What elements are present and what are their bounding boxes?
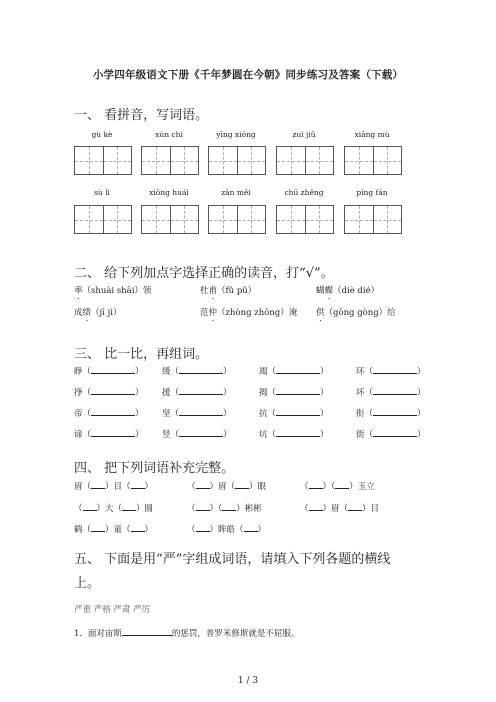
- compare-character: 挣: [74, 388, 83, 398]
- writing-box[interactable]: [276, 205, 334, 234]
- writing-cell[interactable]: [75, 206, 104, 233]
- idiom-text: ）目（: [105, 482, 131, 492]
- idiom-text: ）眉（: [209, 482, 236, 492]
- dotted-character: 绩: [82, 308, 92, 318]
- compare-character: 竖: [162, 430, 171, 440]
- writing-cell[interactable]: [209, 206, 238, 233]
- pinyin-label: xún chì: [155, 130, 183, 139]
- idiom-text: 眉（: [74, 482, 92, 492]
- reading-options[interactable]: （gōng gòng）给: [324, 308, 396, 318]
- compare-item: 坏（ ）: [356, 388, 426, 398]
- pronunciation-item[interactable]: [316, 306, 396, 323]
- writing-box[interactable]: [344, 146, 402, 175]
- compare-item: 揭（ ）: [259, 388, 329, 398]
- idiom-text: （: [187, 525, 196, 535]
- dotted-character: 供: [316, 308, 325, 318]
- answer-blank[interactable]: [91, 428, 135, 437]
- compare-item: 环（ ）: [356, 367, 426, 377]
- writing-cell[interactable]: [345, 147, 374, 174]
- idiom-text: （: [300, 482, 309, 492]
- idiom-blank[interactable]: [222, 502, 236, 511]
- idiom-item: [300, 502, 379, 514]
- idiom-item: [187, 523, 266, 535]
- idiom-blank[interactable]: [235, 480, 249, 489]
- compare-item: 坚（ ）: [162, 409, 232, 419]
- answer-blank[interactable]: [179, 428, 223, 437]
- idiom-text: ）: [257, 525, 267, 535]
- pinyin-label: píng fán: [356, 188, 388, 197]
- writing-box[interactable]: [74, 146, 132, 175]
- writing-cell[interactable]: [238, 206, 266, 233]
- answer-blank[interactable]: [373, 365, 417, 374]
- answer-blank[interactable]: [373, 386, 417, 395]
- section-1-heading: 一、 看拼音，写词语。: [74, 108, 209, 123]
- idiom-text: ）童（: [105, 525, 131, 535]
- compare-item: 坑（ ）: [259, 430, 329, 440]
- idiom-blank[interactable]: [91, 523, 105, 532]
- compare-character: 环: [356, 367, 365, 377]
- idiom-text: （: [300, 504, 309, 514]
- writing-box[interactable]: [208, 146, 266, 175]
- pronunciation-item[interactable]: [74, 284, 151, 301]
- idiom-text: ）圆: [136, 504, 154, 514]
- idiom-text: ）（: [322, 482, 336, 492]
- idiom-blank[interactable]: [196, 480, 210, 489]
- pinyin-label: zuì jiǔ: [292, 130, 316, 139]
- compare-item: 援（ ）: [162, 388, 232, 398]
- section-5-heading-line1: 五、 下面是用“严”字组成词语，请填入下列各题的横线: [74, 552, 391, 567]
- compare-item: 挣（ ）: [74, 388, 144, 398]
- writing-cell[interactable]: [75, 147, 104, 174]
- reading-options[interactable]: （shuài shāi）领: [82, 286, 152, 296]
- idiom-blank[interactable]: [244, 523, 258, 532]
- writing-cell[interactable]: [306, 147, 334, 174]
- idiom-blank[interactable]: [83, 502, 97, 511]
- idiom-text: （: [187, 504, 196, 514]
- idiom-item: [187, 502, 262, 514]
- answer-blank[interactable]: [91, 386, 135, 395]
- compare-item: 谛（ ）: [74, 430, 144, 440]
- section-2-heading: 二、 给下列加点字选择正确的读音，打“√”。: [74, 266, 334, 281]
- idiom-item: [74, 480, 153, 492]
- section-3-heading: 三、 比一比，再组词。: [74, 347, 209, 362]
- section-5-heading-line2: 上。: [74, 576, 101, 591]
- writing-cell[interactable]: [374, 206, 402, 233]
- question-1: [74, 627, 299, 639]
- compare-item: 缓（ ）: [162, 367, 232, 377]
- reading-options[interactable]: （diè dié）: [333, 286, 380, 296]
- idiom-blank[interactable]: [131, 480, 145, 489]
- idiom-blank[interactable]: [196, 523, 210, 532]
- pronunciation-item[interactable]: [316, 284, 379, 301]
- dotted-character: 仲: [208, 308, 218, 318]
- idiom-text: （: [187, 482, 196, 492]
- pronunciation-item[interactable]: [74, 306, 121, 323]
- idiom-text: ）大（: [96, 504, 123, 514]
- idiom-text: ）彬彬: [236, 504, 262, 514]
- item-prefix: 蝴: [316, 286, 325, 296]
- idiom-text: ）眼: [249, 482, 267, 492]
- idiom-blank[interactable]: [309, 502, 323, 511]
- page-number: 1 / 3: [237, 676, 259, 686]
- idiom-text: （: [74, 504, 83, 514]
- compare-character: 缓: [162, 367, 171, 377]
- reading-options[interactable]: （fǔ pǔ）: [217, 286, 257, 296]
- pronunciation-item[interactable]: [200, 284, 256, 301]
- answer-blank[interactable]: [373, 407, 417, 416]
- word-choices: 严重 严格 严肃 严厉: [74, 605, 151, 615]
- writing-box[interactable]: [141, 146, 199, 175]
- compare-character: 帝: [74, 409, 83, 419]
- answer-blank[interactable]: [179, 365, 223, 374]
- compare-item: 抗（ ）: [259, 409, 329, 419]
- idiom-text: ）: [144, 525, 154, 535]
- compare-character: 谛: [74, 430, 83, 440]
- dotted-character: 甫: [208, 286, 218, 296]
- question-1-before: 1．面对宙斯: [74, 629, 122, 639]
- compare-character: 揭: [259, 388, 268, 398]
- page-title: 小学四年级语文下册《千年梦圆在今朝》同步练习及答案（下载）: [92, 69, 404, 81]
- writing-box[interactable]: [276, 146, 334, 175]
- reading-options[interactable]: （zhòng zhōng）淹: [217, 308, 298, 318]
- writing-cell[interactable]: [306, 206, 334, 233]
- compare-item: 睁（ ）: [74, 367, 144, 377]
- writing-cell[interactable]: [142, 206, 171, 233]
- item-prefix: 范: [200, 308, 209, 318]
- compare-item: 帝（ ）: [74, 409, 144, 419]
- answer-blank[interactable]: [179, 407, 223, 416]
- writing-cell[interactable]: [209, 147, 238, 174]
- compare-item: 衔（ ）: [356, 409, 426, 419]
- idiom-blank[interactable]: [122, 502, 136, 511]
- pinyin-label: sù lì: [94, 188, 110, 197]
- writing-cell[interactable]: [104, 206, 132, 233]
- writing-cell[interactable]: [171, 206, 199, 233]
- answer-blank[interactable]: [179, 386, 223, 395]
- pinyin-label: xiōng huái: [149, 188, 189, 197]
- item-prefix: 杜: [200, 286, 209, 296]
- dotted-character: 率: [74, 286, 83, 296]
- question-1-after: 的惩罚，普罗米修斯就是不屈服。: [171, 629, 300, 639]
- pinyin-label: zàn měi: [221, 188, 251, 197]
- item-prefix: 成: [74, 308, 83, 318]
- idiom-blank[interactable]: [309, 480, 323, 489]
- answer-blank[interactable]: [91, 407, 135, 416]
- writing-cell[interactable]: [171, 147, 199, 174]
- answer-blank[interactable]: [276, 365, 320, 374]
- pronunciation-item[interactable]: [200, 306, 297, 323]
- idiom-text: ）（: [209, 504, 223, 514]
- idiom-blank[interactable]: [91, 480, 105, 489]
- pinyin-label: xiāng mù: [354, 130, 390, 139]
- compare-character: 竭: [259, 367, 268, 377]
- question-1-blank[interactable]: [122, 627, 172, 636]
- dotted-character: 蝶: [324, 286, 334, 296]
- idiom-text: 鹤（: [74, 525, 92, 535]
- writing-cell[interactable]: [238, 147, 266, 174]
- idiom-blank[interactable]: [196, 502, 210, 511]
- writing-cell[interactable]: [104, 147, 132, 174]
- idiom-text: ）: [144, 482, 154, 492]
- compare-character: 衔: [356, 409, 365, 419]
- pinyin-label: yīng xióng: [216, 130, 256, 139]
- writing-cell[interactable]: [277, 147, 306, 174]
- compare-character: 坚: [162, 409, 171, 419]
- writing-box[interactable]: [141, 205, 199, 234]
- writing-cell[interactable]: [345, 206, 374, 233]
- idiom-item: [187, 480, 266, 492]
- compare-character: 坏: [356, 388, 365, 398]
- compare-character: 援: [162, 388, 171, 398]
- compare-item: 竭（ ）: [259, 367, 329, 377]
- writing-box[interactable]: [74, 205, 132, 234]
- pinyin-label: gù kè: [91, 130, 113, 139]
- answer-blank[interactable]: [91, 365, 135, 374]
- section-4-heading: 四、 把下列词语补充完整。: [74, 461, 235, 476]
- writing-box[interactable]: [344, 205, 402, 234]
- idiom-item: [74, 502, 153, 514]
- answer-blank[interactable]: [276, 428, 320, 437]
- idiom-text: ）眉（: [322, 504, 349, 514]
- idiom-text: ）玉立: [349, 482, 375, 492]
- idiom-blank[interactable]: [335, 480, 349, 489]
- compare-item: 竖（ ）: [162, 430, 232, 440]
- compare-item: 街（ ）: [356, 430, 426, 440]
- writing-cell[interactable]: [277, 206, 306, 233]
- pinyin-label: chū zhēng: [284, 188, 324, 197]
- idiom-item: [300, 480, 375, 492]
- answer-blank[interactable]: [276, 386, 320, 395]
- writing-box[interactable]: [208, 205, 266, 234]
- idiom-text: ）目: [362, 504, 380, 514]
- answer-blank[interactable]: [276, 407, 320, 416]
- idiom-item: [74, 523, 153, 535]
- idiom-text: ）眸皓（: [209, 525, 244, 535]
- compare-character: 坑: [259, 430, 268, 440]
- reading-options[interactable]: （jī jì）: [91, 308, 122, 318]
- compare-character: 睁: [74, 367, 83, 377]
- writing-cell[interactable]: [142, 147, 171, 174]
- idiom-blank[interactable]: [131, 523, 145, 532]
- idiom-blank[interactable]: [348, 502, 362, 511]
- compare-character: 抗: [259, 409, 268, 419]
- answer-blank[interactable]: [373, 428, 417, 437]
- writing-cell[interactable]: [374, 147, 402, 174]
- compare-character: 街: [356, 430, 365, 440]
